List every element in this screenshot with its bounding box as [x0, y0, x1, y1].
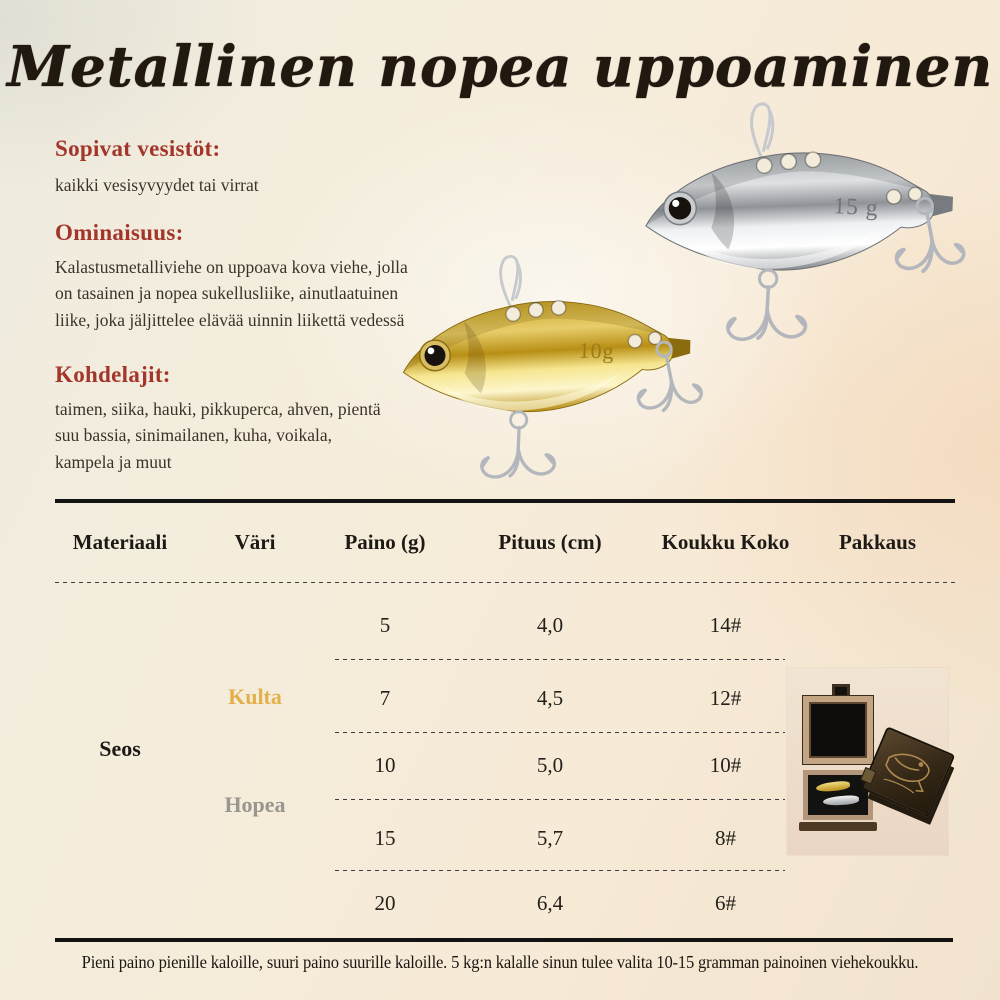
table-cell-length: 4,5: [536, 686, 564, 710]
table-cell-weight: 5: [379, 613, 391, 637]
table-top-rule: [55, 499, 955, 503]
table-cell-weight: 10: [374, 753, 396, 777]
header-divider: [55, 582, 955, 584]
color-value-hopea: Hopea: [224, 792, 286, 817]
table-cell-hook: 8#: [715, 826, 736, 850]
table-cell-weight: 20: [374, 891, 396, 915]
footer-note: Pieni paino pienille kaloille, suuri paino suurille kaloille. 5 kg:n kalalle sinun tulee valita 10-15 gramman painoinen viehekoukku.: [81, 952, 919, 972]
column-header-material: Materiaali: [72, 530, 168, 554]
open-wooden-box: [803, 684, 873, 830]
color-value-kulta: Kulta: [228, 684, 282, 709]
row-divider: [335, 870, 785, 872]
row-divider: [335, 732, 785, 734]
column-header-hook: Koukku Koko: [661, 530, 790, 554]
column-header-color: Väri: [234, 530, 276, 554]
open-box-lid: [803, 696, 873, 764]
section-body-waters: kaikki vesisyvyydet tai virrat: [55, 175, 259, 195]
boxed-silver-lure: [823, 795, 860, 806]
silver-weight-stamp: 15 g: [832, 193, 880, 222]
column-header-packaging: Pakkaus: [838, 530, 917, 554]
row-divider: [335, 659, 785, 661]
gold-weight-stamp: 10g: [578, 337, 615, 364]
column-header-length: Pituus (cm): [498, 530, 602, 554]
section-heading-feature: Ominaisuus:: [55, 220, 184, 245]
table-cell-weight: 15: [374, 826, 396, 850]
silver-belly-treble-hook: [726, 269, 806, 340]
boxed-gold-lure: [816, 780, 851, 793]
table-cell-length: 5,0: [536, 753, 564, 777]
gold-lure-image: [386, 238, 714, 502]
column-header-weight: Paino (g): [344, 530, 426, 554]
silver-clip-wire: [751, 104, 774, 159]
table-cell-hook: 12#: [709, 686, 742, 710]
table-cell-hook: 10#: [709, 753, 742, 777]
row-divider: [335, 799, 785, 801]
table-cell-weight: 7: [379, 686, 391, 710]
table-cell-length: 6,4: [536, 891, 564, 915]
section-heading-species: Kohdelajit:: [55, 362, 171, 387]
section-body-species: taimen, siika, hauki, pikkuperca, ahven, pientä suu bassia, sinimailanen, kuha, voikala, kampela ja muut: [55, 399, 381, 472]
table-cell-hook: 14#: [709, 613, 742, 637]
closed-wooden-box: [861, 726, 956, 818]
gold-clip-wire: [500, 256, 522, 308]
section-heading-waters: Sopivat vesistöt:: [55, 136, 221, 161]
gold-belly-treble-hook: [479, 410, 555, 478]
engraved-fish-art: [870, 734, 944, 805]
material-value: Seos: [99, 736, 141, 761]
page-title: Metallinen nopea uppoaminen: [6, 34, 994, 100]
table-cell-length: 5,7: [536, 826, 564, 850]
table-cell-length: 4,0: [536, 613, 564, 637]
footer-rule: [55, 938, 953, 942]
table-cell-hook: 6#: [715, 891, 736, 915]
packaging-photo: [787, 668, 948, 855]
section-body-feature: Kalastusmetalliviehe on uppoava kova viehe, jolla on tasainen ja nopea sukellusliike, ainutlaatuinen liike, joka jäljittelee elävää uinnin liikettä vedessä: [55, 257, 408, 330]
open-box-foot: [799, 822, 877, 831]
